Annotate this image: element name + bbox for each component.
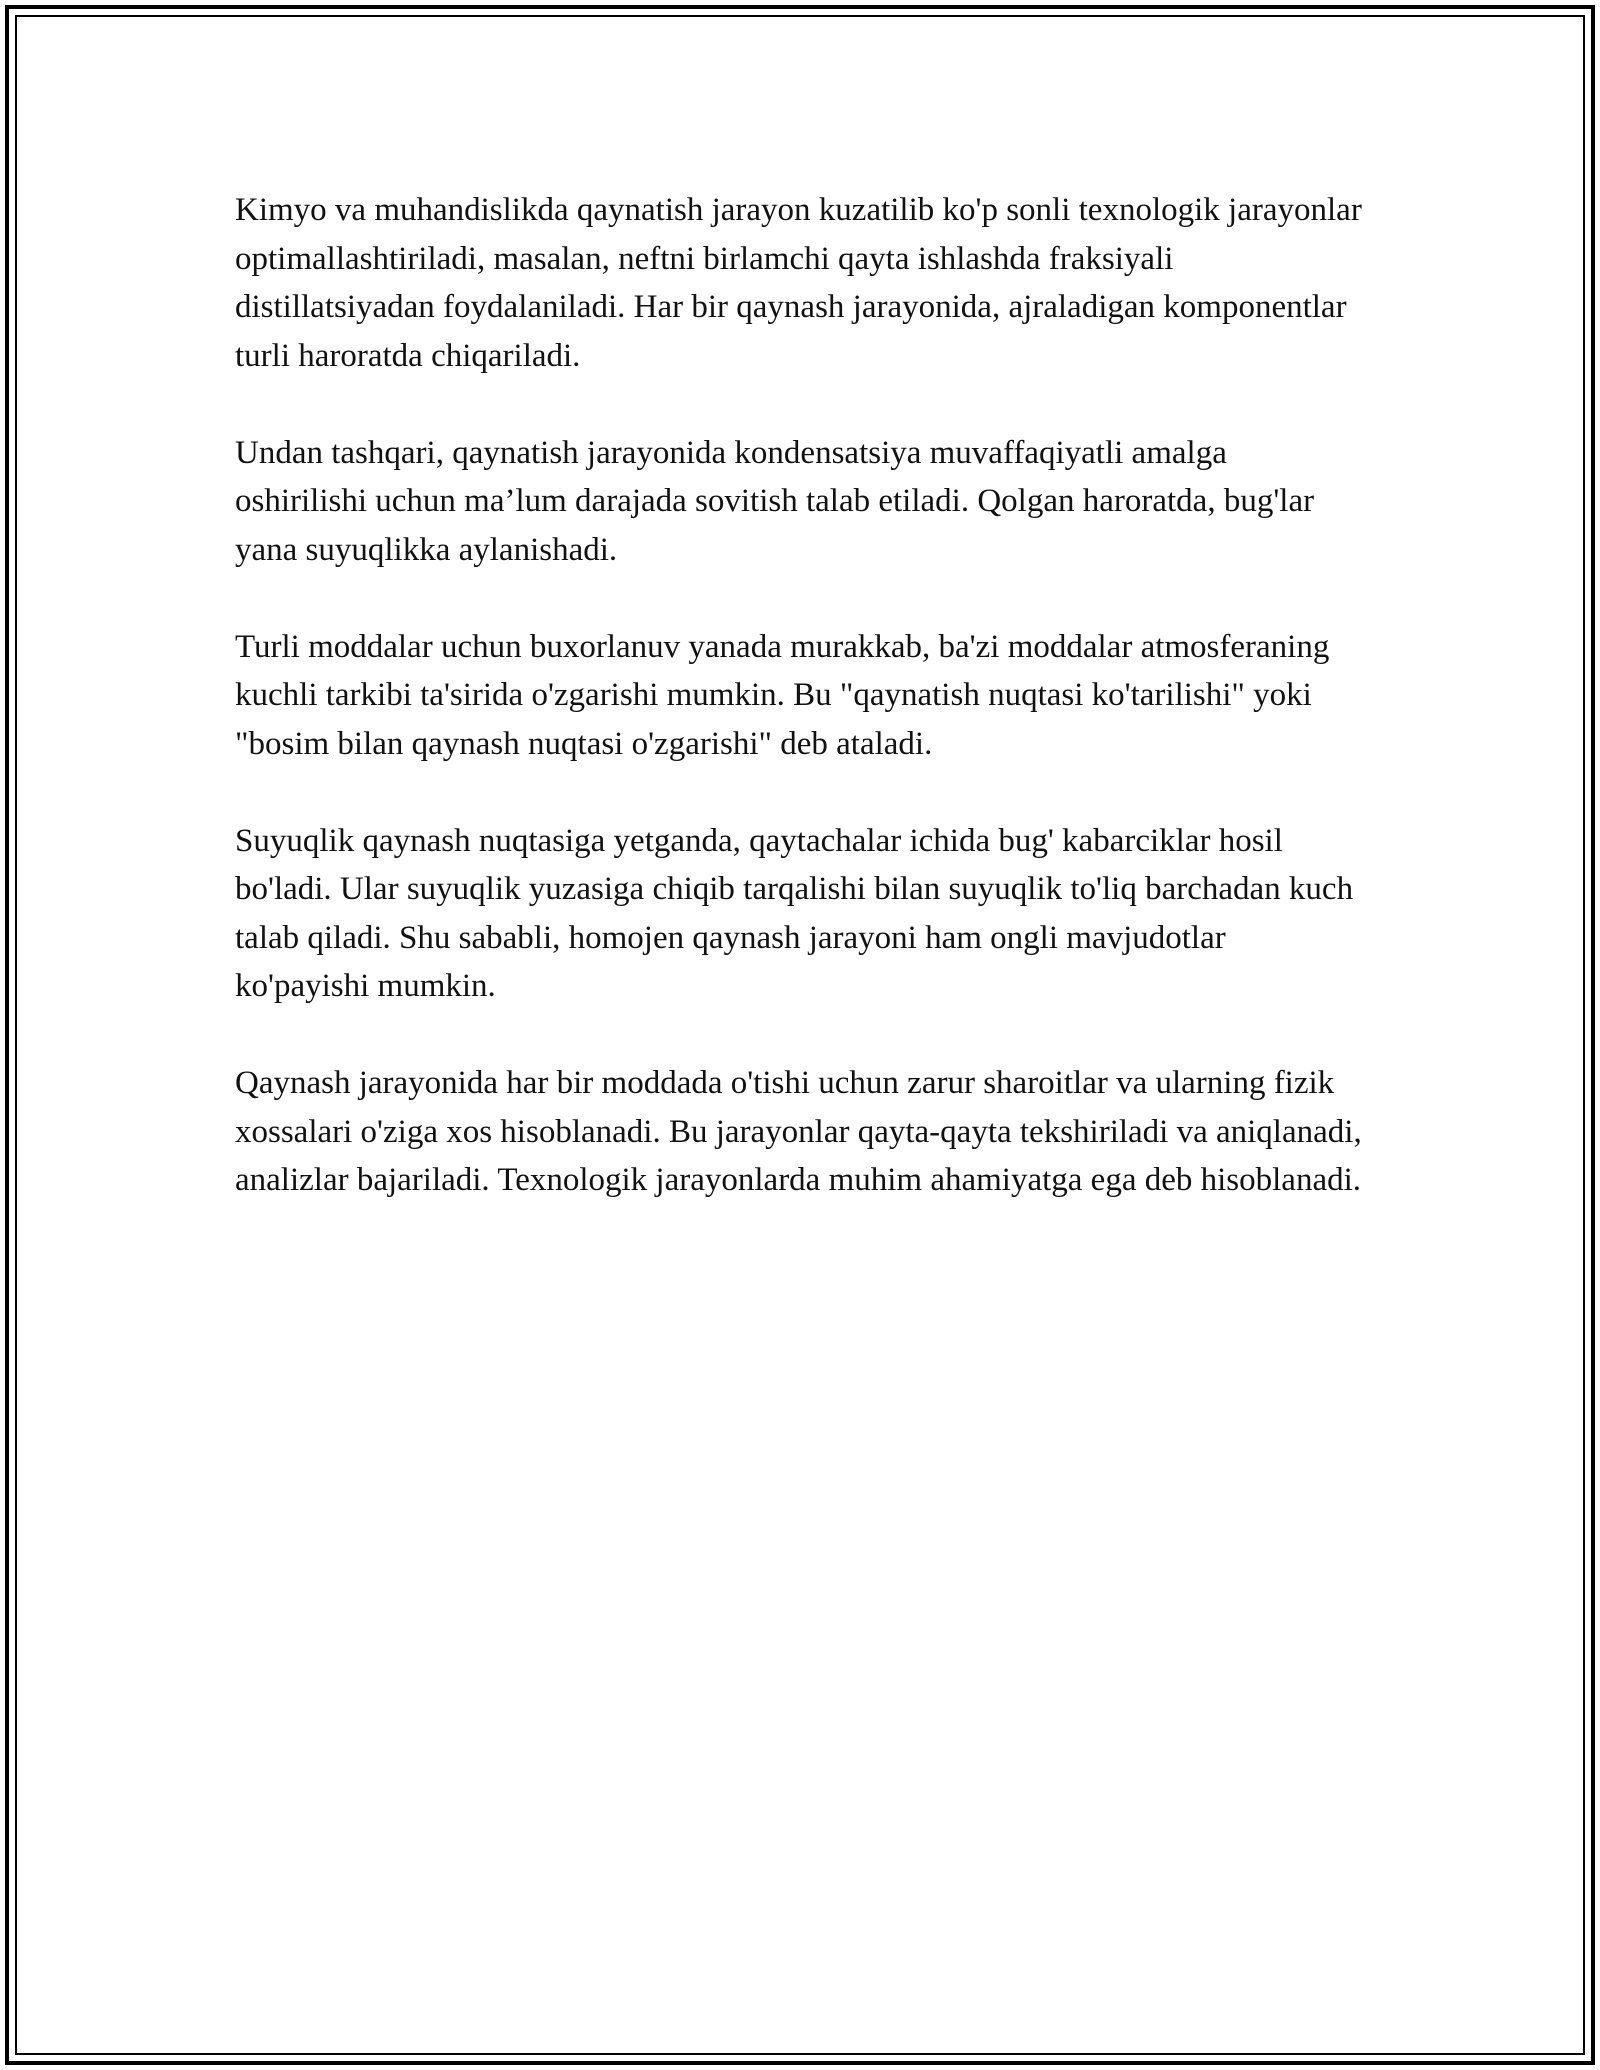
paragraph-4: Suyuqlik qaynash nuqtasiga yetganda, qaytachalar ichida bug' kabarciklar hosil bo'ladi. Ular suyuqlik yuzasiga chiqib tarqalishi bilan suyuqlik to'liq barchadan kuch talab qiladi. Shu sababli, homojen qaynash jarayoni ham ongli mavjudotlar ko'payishi mumkin.	[235, 822, 1354, 1004]
document-body	[235, 186, 1365, 1253]
paragraph-5: Qaynash jarayonida har bir moddada o'tishi uchun zarur sharoitlar va ularning fizik xossalari o'ziga xos hisoblanadi. Bu jarayonlar qayta-qayta tekshiriladi va aniqlanadi, analizlar bajariladi. Texnologik jarayonlarda muhim ahamiyatga ega deb hisoblanadi.	[235, 1065, 1362, 1198]
paragraph-2: Undan tashqari, qaynatish jarayonida kondensatsiya muvaffaqiyatli amalga oshirilishi uchun ma’lum darajada sovitish talab etiladi. Qolgan haroratda, bug'lar yana suyuqlikka aylanishadi.	[235, 434, 1315, 568]
paragraph-3: Turli moddalar uchun buxorlanuv yanada murakkab, ba'zi moddalar atmosferaning kuchli tarkibi ta'sirida o'zgarishi mumkin. Bu "qaynatish nuqtasi ko'tarilishi" yoki "bosim bilan qaynash nuqtasi o'zgarishi" deb ataladi.	[235, 628, 1330, 762]
paragraph-1: Kimyo va muhandislikda qaynatish jarayon kuzatilib ko'p sonli texnologik jarayonlar optimallashtiriladi, masalan, neftni birlamchi qayta ishlashda fraksiyali distillatsiyadan foydalaniladi. Har bir qaynash jarayonida, ajraladigan komponentlar turli haroratda chiqariladi.	[235, 192, 1362, 374]
